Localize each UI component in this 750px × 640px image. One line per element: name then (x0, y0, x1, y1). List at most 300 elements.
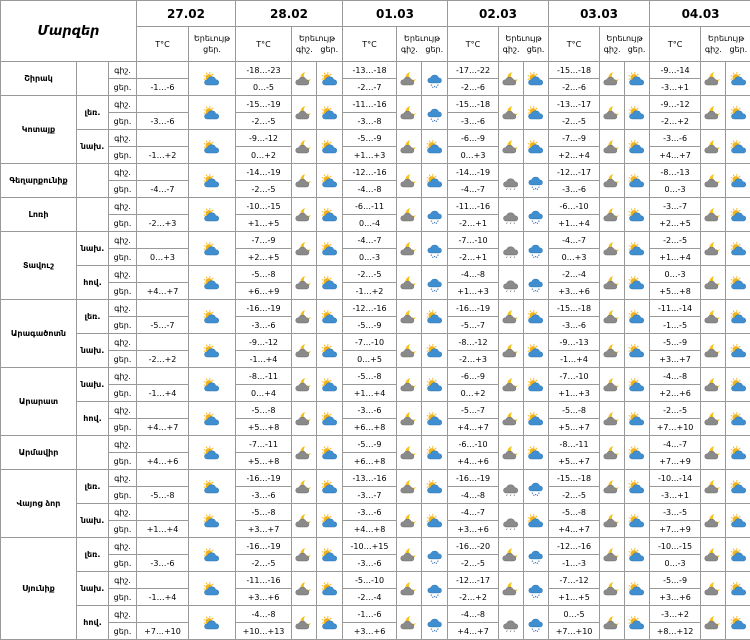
partly-cloudy-day-icon (726, 206, 750, 224)
temperature-cell: -3…-6 (137, 555, 189, 572)
period-labels (292, 44, 342, 55)
partly-cloudy-day-icon (625, 308, 649, 326)
temperature-cell: +3…+6 (650, 589, 701, 606)
temperature-cell: -12…-16 (343, 300, 397, 317)
weather-icon-cell (189, 470, 236, 504)
weather-icon-cell (189, 232, 236, 266)
weather-icon-cell (701, 402, 726, 436)
temperature-cell (137, 130, 189, 147)
temperature-cell: -3…+2 (650, 606, 701, 623)
cloud-snow-icon (524, 274, 548, 292)
time-of-day: գիշ. (109, 96, 137, 113)
temperature-cell: 0…-3 (650, 181, 701, 198)
temperature-cell: -17…-22 (448, 62, 499, 79)
temperature-cell: -2…-4 (549, 266, 600, 283)
temperature-cell: 0…-3 (650, 555, 701, 572)
temperature-cell: -8…-11 (549, 436, 600, 453)
weather-icon-cell (625, 198, 650, 232)
temperature-cell: -2…-5 (549, 487, 600, 504)
partly-cloudy-night-icon (292, 580, 316, 598)
weather-icon-cell (701, 300, 726, 334)
temperature-cell: +5…+7 (549, 419, 600, 436)
temperature-cell: +4…+7 (448, 623, 499, 640)
temperature-cell: -9…-14 (650, 62, 701, 79)
time-of-day: ցեր. (109, 589, 137, 606)
weather-icon-cell (625, 266, 650, 300)
weather-icon-cell (189, 300, 236, 334)
temperature-cell: -11…-16 (343, 96, 397, 113)
date-header: 01.03 (343, 1, 448, 27)
weather-icon-cell (524, 572, 549, 606)
time-of-day: գիշ. (109, 334, 137, 351)
temperature-cell: -2…-5 (448, 555, 499, 572)
partly-cloudy-day-icon (317, 478, 342, 496)
partly-cloudy-night-icon (397, 342, 421, 360)
partly-cloudy-day-icon (189, 614, 235, 632)
partly-cloudy-night-icon (397, 138, 421, 156)
time-of-day: գիշ. (109, 368, 137, 385)
temperature-cell (137, 470, 189, 487)
temperature-cell: 0…-5 (549, 606, 600, 623)
temperature-cell: -3…-7 (343, 487, 397, 504)
time-of-day: գիշ. (109, 402, 137, 419)
partly-cloudy-night-icon (701, 580, 725, 598)
weather-icon-cell (317, 606, 343, 640)
time-of-day: գիշ. (109, 198, 137, 215)
partly-cloudy-day-icon (189, 512, 235, 530)
temperature-cell: -11…-14 (650, 300, 701, 317)
table-row (1, 300, 750, 317)
temperature-cell: +1…+4 (650, 249, 701, 266)
temperature-cell: -8…-11 (236, 368, 292, 385)
partly-cloudy-night-icon (292, 138, 316, 156)
temperature-cell: -13…-18 (343, 62, 397, 79)
subregion-label: հով. (77, 402, 109, 436)
partly-cloudy-night-icon (701, 206, 725, 224)
partly-cloudy-night-icon (600, 478, 624, 496)
temperature-cell (137, 164, 189, 181)
weather-icon-cell (499, 130, 524, 164)
partly-cloudy-night-icon (701, 342, 725, 360)
temperature-cell: -2…-5 (236, 555, 292, 572)
temperature-cell: -7…-11 (236, 436, 292, 453)
region-name: Արմավիր (1, 436, 77, 470)
partly-cloudy-day-icon (524, 512, 548, 530)
partly-cloudy-night-icon (292, 70, 316, 88)
weather-icon-cell (625, 232, 650, 266)
time-of-day: ցեր. (109, 351, 137, 368)
temperature-cell: +3…+6 (343, 623, 397, 640)
partly-cloudy-night-icon (292, 308, 316, 326)
weather-icon-cell (292, 62, 317, 96)
temperature-cell: -3…-6 (549, 181, 600, 198)
temperature-cell: -5…-9 (650, 572, 701, 589)
weather-icon-cell (499, 198, 524, 232)
temperature-cell: -4…-7 (137, 181, 189, 198)
weather-icon-cell (701, 130, 726, 164)
temperature-cell: 0…+3 (448, 147, 499, 164)
table-row (1, 198, 750, 215)
weather-icon-cell (600, 606, 625, 640)
partly-cloudy-day-icon (726, 70, 750, 88)
temperature-cell: -14…-19 (448, 164, 499, 181)
weather-icon-cell (600, 368, 625, 402)
weather-icon-cell (524, 300, 549, 334)
temperature-cell: -14…-19 (236, 164, 292, 181)
partly-cloudy-night-icon (397, 478, 421, 496)
partly-cloudy-day-icon (524, 308, 548, 326)
partly-cloudy-night-icon (292, 240, 316, 258)
temperature-cell: +3…+6 (448, 521, 499, 538)
partly-cloudy-night-icon (701, 512, 725, 530)
temperature-cell: -4…-8 (650, 368, 701, 385)
weather-icon-cell (397, 300, 422, 334)
temperature-cell: +4…+7 (137, 283, 189, 300)
temperature-cell: -1…+4 (549, 351, 600, 368)
partly-cloudy-day-icon (726, 138, 750, 156)
weather-icon-cell (524, 164, 549, 198)
temperature-cell: -2…+1 (448, 215, 499, 232)
partly-cloudy-night-icon (600, 342, 624, 360)
weather-icon-cell (524, 232, 549, 266)
weather-icon-cell (397, 62, 422, 96)
partly-cloudy-day-icon (189, 70, 235, 88)
temperature-cell: 0…+2 (236, 147, 292, 164)
temperature-cell: 0…-3 (343, 249, 397, 266)
weather-icon-cell (600, 572, 625, 606)
weather-icon-cell (499, 436, 524, 470)
weather-icon-cell (499, 606, 524, 640)
temperature-cell (137, 266, 189, 283)
partly-cloudy-night-icon (600, 138, 624, 156)
temperature-cell: -6…-10 (549, 198, 600, 215)
period-labels (397, 44, 447, 55)
weather-header (189, 27, 236, 62)
weather-icon-cell (317, 130, 343, 164)
weather-icon-cell (292, 198, 317, 232)
time-of-day: ցեր. (109, 181, 137, 198)
partly-cloudy-day-icon (726, 376, 750, 394)
partly-cloudy-day-icon (625, 240, 649, 258)
weather-icon-cell (189, 504, 236, 538)
weather-icon-cell (600, 504, 625, 538)
partly-cloudy-night-icon (397, 308, 421, 326)
partly-cloudy-night-icon (292, 444, 316, 462)
temperature-cell: -2…-7 (343, 79, 397, 96)
weather-icon-cell (524, 538, 549, 572)
weather-header-label: Երեւույթ (701, 33, 750, 44)
partly-cloudy-day-icon (524, 410, 548, 428)
weather-icon-cell (600, 96, 625, 130)
time-of-day: գիշ. (109, 572, 137, 589)
temperature-cell: -3…-6 (137, 113, 189, 130)
weather-icon-cell (625, 572, 650, 606)
temperature-cell: -5…-9 (650, 334, 701, 351)
temperature-cell: +3…+6 (549, 283, 600, 300)
weather-icon-cell (292, 470, 317, 504)
weather-icon-cell (292, 436, 317, 470)
weather-icon-cell (317, 232, 343, 266)
weather-icon-cell (189, 130, 236, 164)
partly-cloudy-night-icon (701, 410, 725, 428)
weather-icon-cell (726, 538, 750, 572)
temperature-cell: -5…-10 (343, 572, 397, 589)
weather-icon-cell (422, 538, 448, 572)
temperature-cell: -1…+2 (137, 147, 189, 164)
subregion-label: լեռ. (77, 470, 109, 504)
weather-icon-cell (292, 232, 317, 266)
temperature-cell: -3…-6 (448, 113, 499, 130)
subregion-label: նախ. (77, 572, 109, 606)
weather-icon-cell (422, 300, 448, 334)
partly-cloudy-night-icon (292, 376, 316, 394)
temperature-cell: -16…-19 (448, 300, 499, 317)
partly-cloudy-night-icon (397, 172, 421, 190)
temperature-cell: -4…-8 (236, 606, 292, 623)
partly-cloudy-day-icon (625, 172, 649, 190)
temperature-cell: -10…-15 (236, 198, 292, 215)
temperature-header: T°C (343, 27, 397, 62)
temperature-cell: -5…-8 (549, 504, 600, 521)
time-of-day: ցեր. (109, 487, 137, 504)
temperature-cell: -3…-6 (343, 555, 397, 572)
partly-cloudy-night-icon (292, 478, 316, 496)
weather-header-label: Երեւույթ (600, 33, 649, 44)
weather-icon-cell (189, 198, 236, 232)
cloudy-night-icon (499, 206, 523, 224)
weather-icon-cell (397, 606, 422, 640)
temperature-cell: -4…-7 (650, 436, 701, 453)
weather-icon-cell (726, 164, 750, 198)
period-night-label: գիշ. (296, 44, 313, 55)
weather-icon-cell (726, 470, 750, 504)
regions-header: Մարզեր (1, 1, 137, 62)
temperature-cell: +5…+8 (650, 283, 701, 300)
partly-cloudy-day-icon (422, 478, 447, 496)
weather-icon-cell (726, 572, 750, 606)
weather-icon-cell (422, 368, 448, 402)
weather-icon-cell (422, 198, 448, 232)
weather-icon-cell (397, 198, 422, 232)
temperature-cell: -5…-7 (448, 402, 499, 419)
temperature-cell: -2…-4 (343, 589, 397, 606)
partly-cloudy-day-icon (189, 308, 235, 326)
table-row (1, 606, 750, 623)
partly-cloudy-night-icon (701, 376, 725, 394)
subregion-label: նախ. (77, 232, 109, 266)
time-of-day: ցեր. (109, 521, 137, 538)
weather-icon-cell (600, 62, 625, 96)
temperature-cell: 0…-4 (343, 215, 397, 232)
weather-icon-cell (625, 300, 650, 334)
partly-cloudy-night-icon (499, 410, 523, 428)
weather-icon-cell (625, 130, 650, 164)
weather-icon-cell (600, 130, 625, 164)
partly-cloudy-day-icon (189, 274, 235, 292)
partly-cloudy-night-icon (499, 546, 523, 564)
weather-icon-cell (422, 504, 448, 538)
temperature-cell: +4…+7 (650, 147, 701, 164)
cloudy-night-icon (499, 172, 523, 190)
temperature-cell: -1…+2 (343, 283, 397, 300)
weather-icon-cell (189, 266, 236, 300)
partly-cloudy-night-icon (397, 206, 421, 224)
partly-cloudy-night-icon (600, 376, 624, 394)
weather-icon-cell (524, 130, 549, 164)
partly-cloudy-night-icon (397, 580, 421, 598)
temperature-cell: -5…-8 (549, 402, 600, 419)
partly-cloudy-night-icon (600, 240, 624, 258)
temperature-cell: -5…-8 (137, 487, 189, 504)
partly-cloudy-day-icon (726, 546, 750, 564)
partly-cloudy-night-icon (701, 478, 725, 496)
cloud-snow-icon (524, 580, 548, 598)
weather-icon-cell (317, 368, 343, 402)
temperature-cell: -2…-5 (549, 113, 600, 130)
partly-cloudy-day-icon (422, 410, 447, 428)
table-row (1, 436, 750, 453)
partly-cloudy-day-icon (726, 478, 750, 496)
temperature-cell: -2…+3 (137, 215, 189, 232)
weather-icon-cell (397, 232, 422, 266)
cloud-snow-icon (422, 70, 447, 88)
partly-cloudy-night-icon (499, 580, 523, 598)
temperature-cell: +1…+5 (549, 589, 600, 606)
partly-cloudy-day-icon (726, 104, 750, 122)
weather-icon-cell (726, 402, 750, 436)
period-night-label: գիշ. (401, 44, 418, 55)
weather-icon-cell (422, 572, 448, 606)
weather-icon-cell (422, 334, 448, 368)
temperature-cell: +2…+4 (549, 147, 600, 164)
temperature-cell: +1…+4 (343, 385, 397, 402)
table-row (1, 334, 750, 351)
weather-icon-cell (317, 436, 343, 470)
temperature-cell: +4…+6 (448, 453, 499, 470)
partly-cloudy-day-icon (422, 444, 447, 462)
temperature-cell: -18…-23 (236, 62, 292, 79)
temperature-cell: 0…+4 (236, 385, 292, 402)
cloud-snow-icon (422, 546, 447, 564)
temperature-cell: -9…-12 (236, 130, 292, 147)
partly-cloudy-night-icon (397, 376, 421, 394)
partly-cloudy-day-icon (625, 376, 649, 394)
temperature-cell: -7…-10 (343, 334, 397, 351)
temperature-cell: -16…-19 (236, 470, 292, 487)
weather-header-label: Երեւույթ (189, 33, 235, 44)
subregion-label: նախ. (77, 130, 109, 164)
temperature-cell: -3…+1 (650, 79, 701, 96)
partly-cloudy-night-icon (397, 70, 421, 88)
region-name: Տավուշ (1, 232, 77, 300)
weather-icon-cell (292, 368, 317, 402)
weather-icon-cell (701, 96, 726, 130)
weather-icon-cell (189, 368, 236, 402)
temperature-cell: -3…-5 (650, 504, 701, 521)
temperature-cell: +7…+9 (650, 453, 701, 470)
partly-cloudy-day-icon (726, 172, 750, 190)
weather-icon-cell (189, 334, 236, 368)
date-header: 27.02 (137, 1, 236, 27)
weather-icon-cell (499, 504, 524, 538)
weather-icon-cell (422, 130, 448, 164)
period-night-label: գիշ. (705, 44, 722, 55)
temperature-cell: -1…+4 (137, 385, 189, 402)
cloud-snow-icon (422, 274, 447, 292)
weather-icon-cell (600, 436, 625, 470)
partly-cloudy-day-icon (189, 376, 235, 394)
time-of-day: ցեր. (109, 453, 137, 470)
table-row (1, 572, 750, 589)
region-name: Արագածոտն (1, 300, 77, 368)
date-header: 03.03 (549, 1, 650, 27)
partly-cloudy-day-icon (524, 70, 548, 88)
temperature-cell: +6…+8 (343, 453, 397, 470)
region-name: Կոտայք (1, 96, 77, 164)
partly-cloudy-night-icon (701, 240, 725, 258)
partly-cloudy-night-icon (701, 546, 725, 564)
weather-icon-cell (701, 436, 726, 470)
temperature-cell: -5…-9 (343, 436, 397, 453)
temperature-cell: -7…-10 (549, 368, 600, 385)
partly-cloudy-day-icon (189, 444, 235, 462)
time-of-day: գիշ. (109, 300, 137, 317)
temperature-cell: +1…+3 (343, 147, 397, 164)
temperature-cell: +7…+10 (137, 623, 189, 640)
temperature-cell: -5…-7 (448, 317, 499, 334)
weather-icon-cell (524, 504, 549, 538)
partly-cloudy-night-icon (600, 444, 624, 462)
temperature-header: T°C (137, 27, 189, 62)
time-of-day: ցեր. (109, 147, 137, 164)
time-of-day: գիշ. (109, 62, 137, 79)
weather-icon-cell (726, 96, 750, 130)
weather-icon-cell (524, 62, 549, 96)
temperature-cell: -10…+15 (343, 538, 397, 555)
subregion-empty (77, 198, 109, 232)
weather-icon-cell (422, 232, 448, 266)
partly-cloudy-night-icon (600, 206, 624, 224)
table-row (1, 470, 750, 487)
partly-cloudy-day-icon (625, 138, 649, 156)
partly-cloudy-day-icon (524, 342, 548, 360)
temperature-cell: -7…-9 (549, 130, 600, 147)
weather-icon-cell (422, 96, 448, 130)
region-name: Գեղարքունիք (1, 164, 77, 198)
weather-icon-cell (625, 606, 650, 640)
cloud-snow-icon (524, 614, 548, 632)
region-name: Վայոց ձոր (1, 470, 77, 538)
period-day-label: ցեր. (628, 44, 646, 55)
temperature-cell: -1…+4 (236, 351, 292, 368)
temperature-cell (137, 436, 189, 453)
weather-icon-cell (292, 96, 317, 130)
partly-cloudy-night-icon (600, 580, 624, 598)
weather-icon-cell (600, 538, 625, 572)
partly-cloudy-night-icon (292, 104, 316, 122)
partly-cloudy-night-icon (292, 274, 316, 292)
temperature-cell: -4…-8 (448, 606, 499, 623)
temperature-cell: -2…-6 (549, 79, 600, 96)
table-row (1, 402, 750, 419)
temperature-cell: -7…-12 (549, 572, 600, 589)
weather-icon-cell (600, 232, 625, 266)
partly-cloudy-day-icon (726, 240, 750, 258)
temperature-cell: -6…-11 (343, 198, 397, 215)
temperature-cell: 0…+3 (137, 249, 189, 266)
weather-icon-cell (524, 402, 549, 436)
partly-cloudy-night-icon (292, 614, 316, 632)
